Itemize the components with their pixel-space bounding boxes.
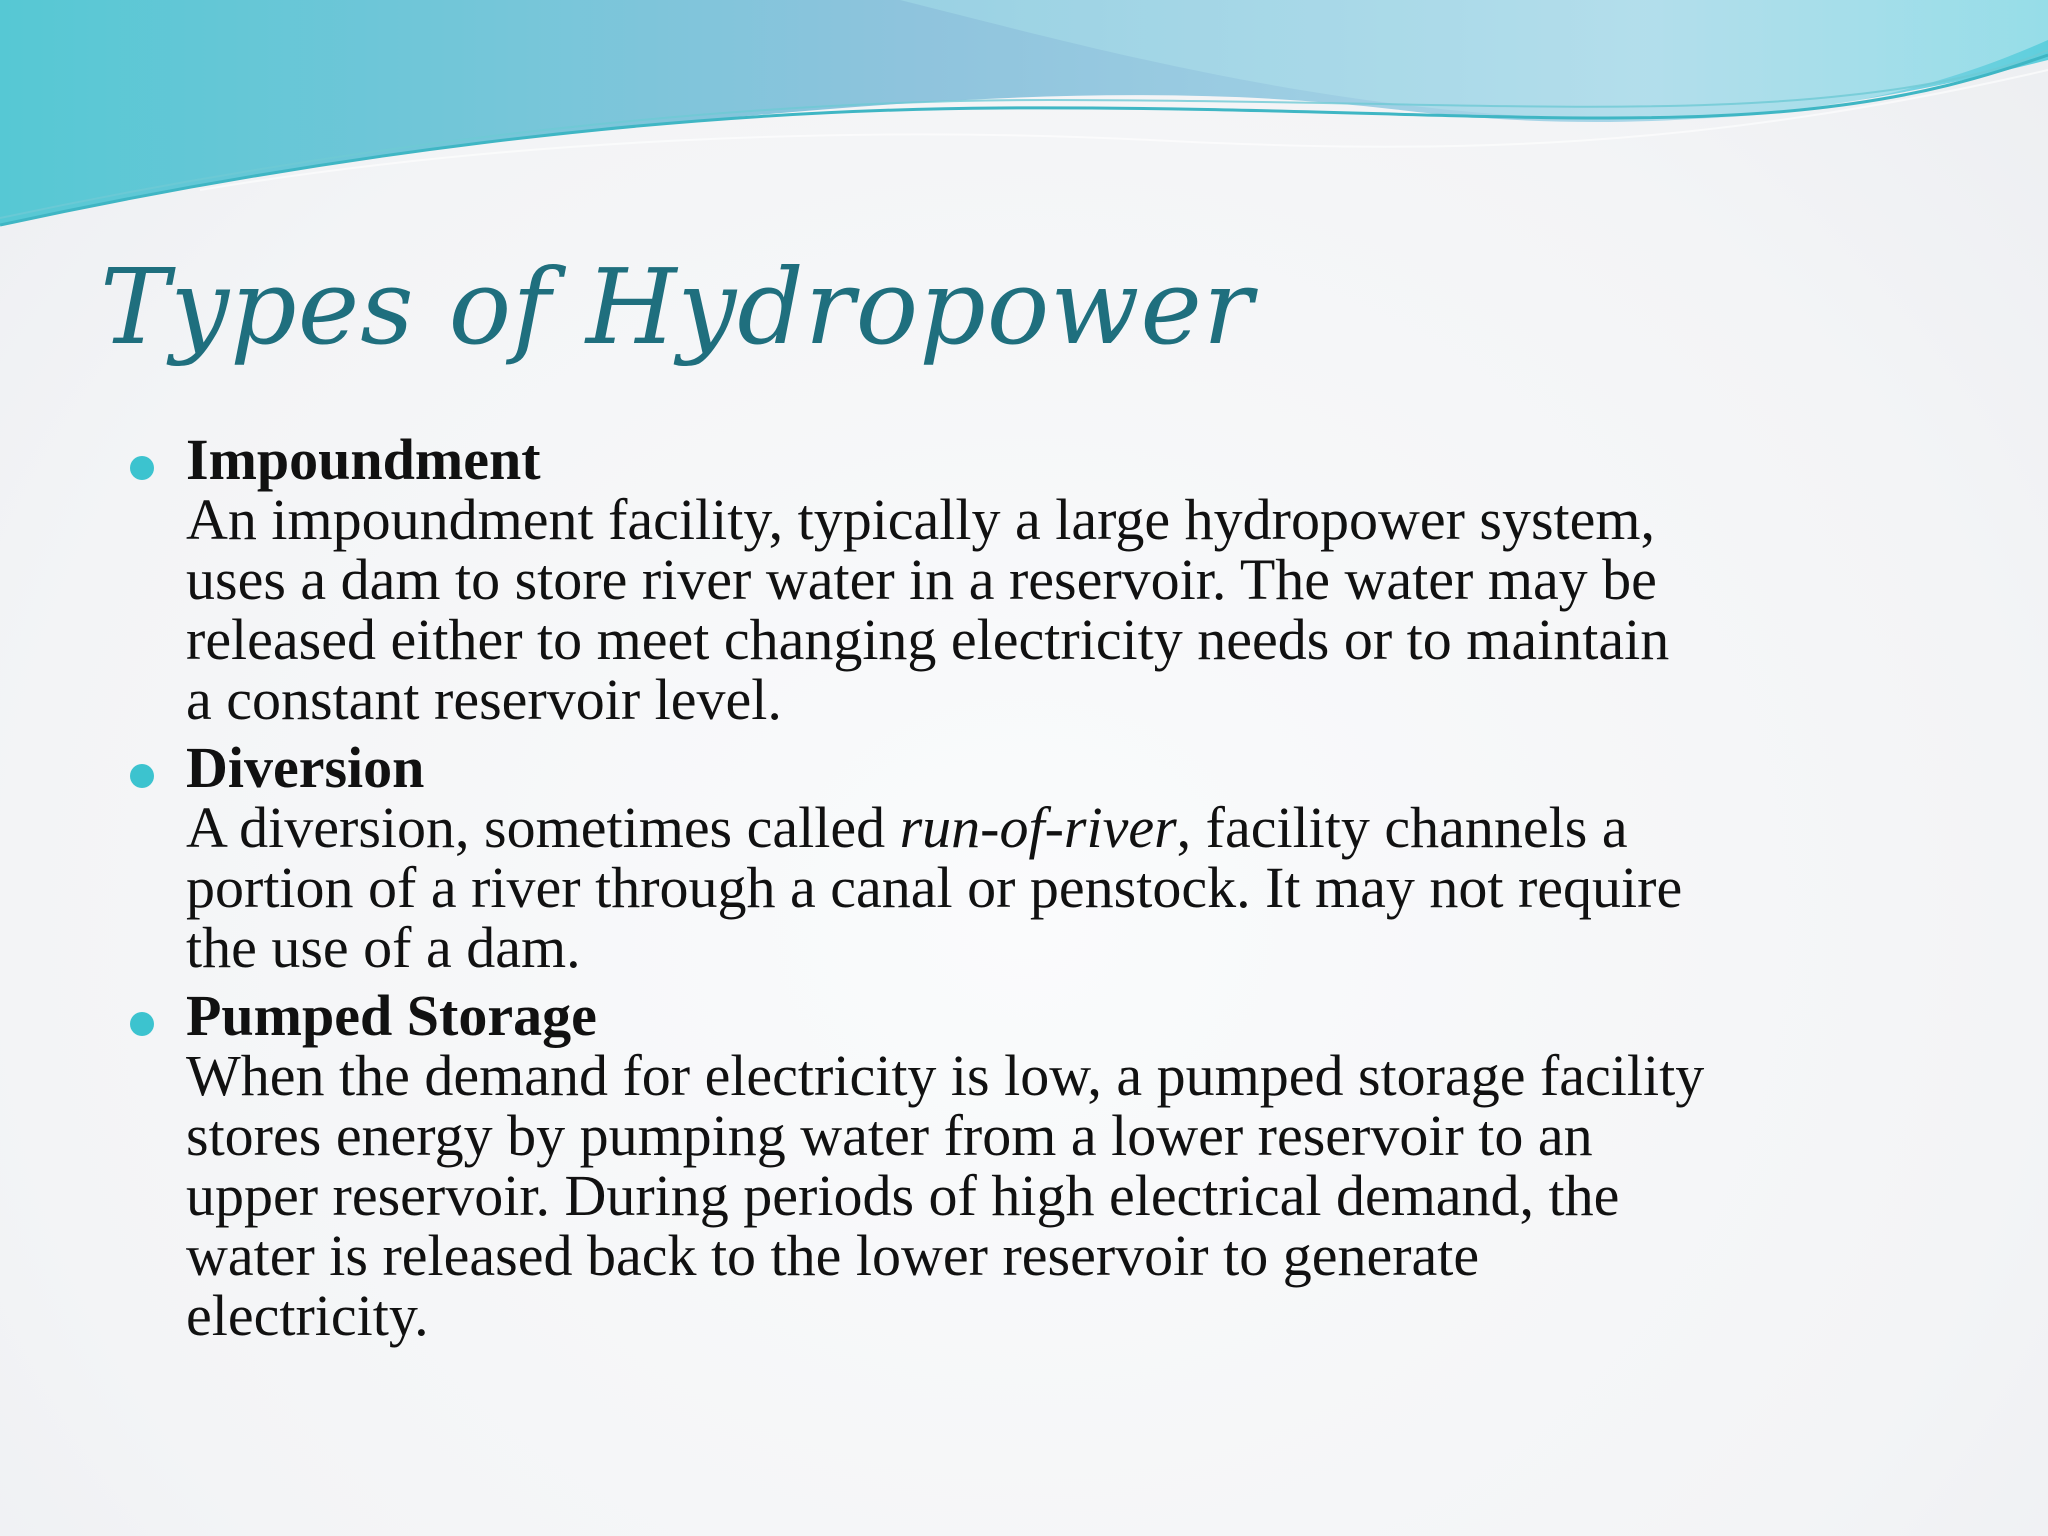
circle-bullet-icon (130, 764, 154, 788)
item-heading: Diversion (186, 735, 425, 800)
list-item-impoundment (130, 427, 2010, 732)
slide-title: Types of Hydropower (100, 246, 1254, 368)
text-line: the use of a dam. (186, 915, 581, 980)
bullet-list (130, 427, 2010, 1354)
item-heading: Pumped Storage (186, 983, 597, 1048)
item-description (186, 795, 2010, 980)
circle-bullet-icon (130, 456, 154, 480)
emphasized-term: run-of-river (899, 795, 1177, 860)
text-segment: A diversion, sometimes called (186, 795, 900, 860)
list-item-pumped-storage (130, 983, 2010, 1348)
item-description (186, 1043, 2010, 1348)
text-segment: , facility channels a (1176, 795, 1628, 860)
text-line (186, 795, 2010, 860)
text-line: upper reservoir. During periods of high electrical demand, the (186, 1163, 1620, 1228)
text-line: When the demand for electricity is low, a pumped storage facility (186, 1043, 1705, 1108)
item-heading: Impoundment (186, 427, 541, 492)
text-line: stores energy by pumping water from a lower reservoir to an (186, 1103, 1593, 1168)
text-line: An impoundment facility, typically a large hydropower system, (186, 487, 1656, 552)
text-line: released either to meet changing electricity needs or to maintain (186, 607, 1670, 672)
list-item-diversion (130, 735, 2010, 980)
text-line: water is released back to the lower reservoir to generate (186, 1223, 1480, 1288)
text-line: uses a dam to store river water in a reservoir. The water may be (186, 547, 1657, 612)
item-description (186, 487, 2010, 732)
wave-header-decoration (0, 0, 2048, 260)
text-line: a constant reservoir level. (186, 667, 782, 732)
circle-bullet-icon (130, 1012, 154, 1036)
text-line: electricity. (186, 1283, 429, 1348)
text-line: portion of a river through a canal or penstock. It may not require (186, 855, 1683, 920)
